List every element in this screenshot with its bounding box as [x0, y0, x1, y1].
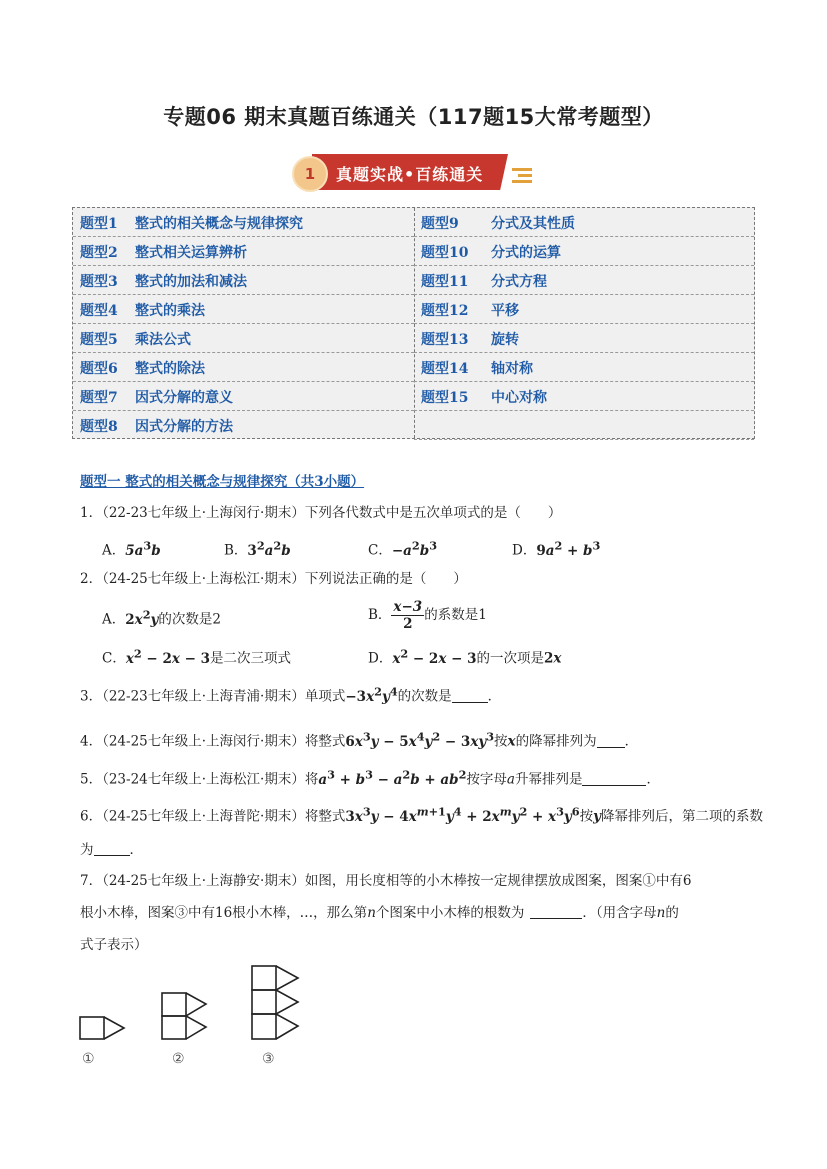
- option-label: D．: [512, 542, 537, 559]
- question-text: 个图案中小木棒的根数为: [375, 905, 525, 921]
- pattern-figure-2: [162, 993, 206, 1039]
- toc-item[interactable]: [73, 266, 414, 295]
- question-text: 将: [304, 771, 319, 788]
- question-source: （24-25七年级上·上海普陀·期末）: [102, 808, 305, 825]
- toc-item-label: 题型2: [80, 245, 118, 261]
- question-text: 式子表示）: [80, 937, 148, 953]
- option-b[interactable]: [368, 599, 487, 632]
- option-label: A．: [102, 542, 126, 559]
- option-label: C．: [368, 542, 392, 559]
- section-heading: 题型一 整式的相关概念与规律探究（共3小题）: [80, 474, 365, 490]
- option-c[interactable]: C．$x^2 - 2x - 3$是二次三项式: [102, 646, 292, 667]
- toc-item-label: 题型11: [421, 274, 469, 290]
- section-banner: [290, 154, 535, 192]
- toc-item-name: 整式的除法: [135, 361, 205, 377]
- toc-item[interactable]: [73, 295, 414, 324]
- toc-item-label: 题型10: [421, 245, 469, 261]
- toc-item-label: 题型7: [80, 390, 118, 406]
- toc-item-name: 平移: [491, 303, 519, 319]
- question-2: [80, 568, 467, 590]
- question-4: 4．（24-25七年级上·上海闵行·期末）将整式$6x^3y - 5x^4y^2 - 3xy^3$按x的降幂排列为 ．: [80, 729, 639, 750]
- toc-item-name: 整式的乘法: [135, 303, 205, 319]
- option-text: 是二次三项式: [210, 650, 292, 667]
- fraction: $\frac{x-3}{2}$: [393, 599, 423, 632]
- question-6: 6．（24-25七年级上·上海普陀·期末）将整式$3x^3y - 4x^{m+1}y^4 + 2x^my^2 + x^3y^6$按y降幂排列后，第二项的系数: [80, 804, 763, 825]
- option-a[interactable]: A．$2x^2y$的次数是2: [102, 607, 221, 628]
- question-source: （24-25七年级上·上海松江·期末）: [102, 571, 305, 587]
- banner-number: 1: [292, 156, 328, 192]
- toc-item-name: 整式的相关概念与规律探究: [135, 216, 303, 232]
- toc-item-name: 分式及其性质: [491, 216, 575, 232]
- banner-text: 真题实战•百练通关: [336, 165, 484, 184]
- question-text: 降幂排列后，第二项的系数: [600, 808, 763, 825]
- question-number: 1．: [80, 505, 103, 521]
- toc-right-column: [414, 208, 754, 440]
- option-c[interactable]: C．$-a^2b^3$: [368, 538, 438, 559]
- question-text: 根小木棒，图案③中有16根小木棒，…，那么第: [80, 905, 368, 921]
- question-text: 将整式: [304, 808, 346, 825]
- toc-item[interactable]: [73, 353, 414, 382]
- question-5: 5．（23-24七年级上·上海松江·期末）将$a^3 + b^3 - a^2b + ab^2$按字母a升幂排列是 ．: [80, 767, 660, 788]
- option-text: 的一次项是: [476, 650, 544, 667]
- banner-stripes-decoration: [512, 168, 532, 186]
- question-text: 按: [494, 733, 508, 750]
- option-a[interactable]: A．$5a^3b$: [102, 538, 161, 559]
- toc-item-name: 分式的运算: [491, 245, 561, 261]
- toc-item[interactable]: [414, 266, 754, 295]
- toc-item-label: 题型8: [80, 419, 118, 435]
- option-label: C．: [102, 650, 126, 667]
- question-6-line-2: 为 ．: [80, 842, 143, 858]
- toc-item-label: 题型14: [421, 361, 469, 377]
- toc-item-name: 整式相关运算辨析: [135, 245, 247, 261]
- toc-item[interactable]: [73, 382, 414, 411]
- question-3: 3．（22-23七年级上·上海青浦·期末）单项式$-3x^2y^4$的次数是 ．: [80, 684, 502, 705]
- toc-item-name: 分式方程: [491, 274, 547, 290]
- toc-item[interactable]: [73, 208, 414, 237]
- option-d[interactable]: D．$x^2 - 2x - 3$的一次项是2x: [368, 646, 562, 667]
- question-text: 如图，用长度相等的小木棒按一定规律摆放成图案，图案①中有6: [304, 873, 692, 889]
- toc-item[interactable]: [414, 208, 754, 237]
- toc-item-name: 乘法公式: [135, 332, 191, 348]
- question-source: （24-25七年级上·上海静安·期末）: [102, 873, 305, 889]
- option-label: B．: [368, 607, 392, 623]
- toc-item-name: 轴对称: [491, 361, 533, 377]
- question-number: 5．: [80, 771, 103, 788]
- toc-item[interactable]: [414, 324, 754, 353]
- toc-item[interactable]: [414, 295, 754, 324]
- option-text: 的系数是1: [424, 607, 487, 623]
- question-source: （22-23七年级上·上海闵行·期末）: [102, 505, 305, 521]
- question-number: 7．: [80, 873, 103, 889]
- question-source: （24-25七年级上·上海闵行·期末）: [102, 733, 305, 750]
- table-of-contents: [72, 207, 755, 439]
- question-7: [80, 870, 691, 892]
- question-text: 升幂排列是: [514, 771, 583, 788]
- toc-item-label: 题型1: [80, 216, 118, 232]
- question-text: ．（用含字母: [582, 905, 657, 921]
- figure-label-1: ①: [82, 1051, 95, 1067]
- answer-blank[interactable]: [530, 904, 582, 919]
- toc-item-label: 题型9: [421, 216, 459, 232]
- question-text: 将整式: [304, 733, 346, 750]
- figure-label-2: ②: [172, 1051, 185, 1067]
- question-text: 下列说法正确的是（ ）: [304, 571, 467, 587]
- question-1: [80, 502, 561, 524]
- question-number: 2．: [80, 571, 103, 587]
- question-text: 的降幂排列为: [515, 733, 597, 750]
- stick-pattern-figures: [76, 960, 316, 1045]
- answer-blank[interactable]: [597, 733, 625, 748]
- question-text: 下列各代数式中是五次单项式的是（ ）: [304, 505, 562, 521]
- toc-item-name: 旋转: [491, 332, 519, 348]
- toc-item-name: 因式分解的方法: [135, 419, 233, 435]
- question-text: 的次数是: [397, 688, 452, 705]
- option-label: A．: [102, 611, 126, 628]
- option-label: B．: [224, 542, 248, 559]
- toc-item[interactable]: [73, 324, 414, 353]
- toc-item-name: 因式分解的意义: [135, 390, 233, 406]
- toc-item[interactable]: [414, 382, 754, 411]
- toc-item[interactable]: [73, 237, 414, 266]
- toc-item-name: 整式的加法和减法: [135, 274, 247, 290]
- toc-item-label: 题型4: [80, 303, 118, 319]
- question-number: 3．: [80, 688, 103, 705]
- question-source: （23-24七年级上·上海松江·期末）: [102, 771, 305, 788]
- question-text: 的: [665, 905, 679, 921]
- toc-item-label: 题型3: [80, 274, 118, 290]
- question-7-line-3: [80, 934, 148, 956]
- toc-item[interactable]: [414, 353, 754, 382]
- toc-item[interactable]: [414, 237, 754, 266]
- option-text: 的次数是2: [158, 611, 221, 628]
- option-b[interactable]: B．$3^2a^2b$: [224, 538, 291, 559]
- toc-item-label: 题型13: [421, 332, 469, 348]
- pattern-figure-1: [80, 1017, 124, 1039]
- answer-blank[interactable]: [582, 771, 646, 786]
- figure-label-3: ③: [262, 1051, 275, 1067]
- question-7-line-2: 根小木棒，图案③中有16根小木棒，…，那么第n个图案中小木棒的根数为 ．（用含字母n的: [80, 905, 679, 921]
- question-text: 为: [80, 842, 94, 858]
- option-label: D．: [368, 650, 393, 667]
- question-text: 按字母: [466, 771, 507, 788]
- question-text: 单项式: [304, 688, 346, 705]
- question-number: 4．: [80, 733, 103, 750]
- toc-item-label: 题型6: [80, 361, 118, 377]
- answer-blank[interactable]: [452, 688, 488, 703]
- question-text: 按: [579, 808, 594, 825]
- toc-left-column: [73, 208, 415, 438]
- toc-item-label: 题型12: [421, 303, 469, 319]
- page-title: 专题06 期末真题百练通关（117题15大常考题型）: [163, 105, 664, 129]
- pattern-figure-3: [252, 966, 298, 1039]
- question-source: （22-23七年级上·上海青浦·期末）: [102, 688, 305, 705]
- toc-item[interactable]: [73, 411, 414, 440]
- toc-item-name: 中心对称: [491, 390, 547, 406]
- option-d[interactable]: D．$9a^2 + b^3$: [512, 538, 601, 559]
- question-number: 6．: [80, 808, 103, 825]
- toc-item-label: 题型5: [80, 332, 118, 348]
- answer-blank[interactable]: [94, 841, 130, 856]
- toc-item-label: 题型15: [421, 390, 469, 406]
- toc-item-empty: [414, 411, 754, 440]
